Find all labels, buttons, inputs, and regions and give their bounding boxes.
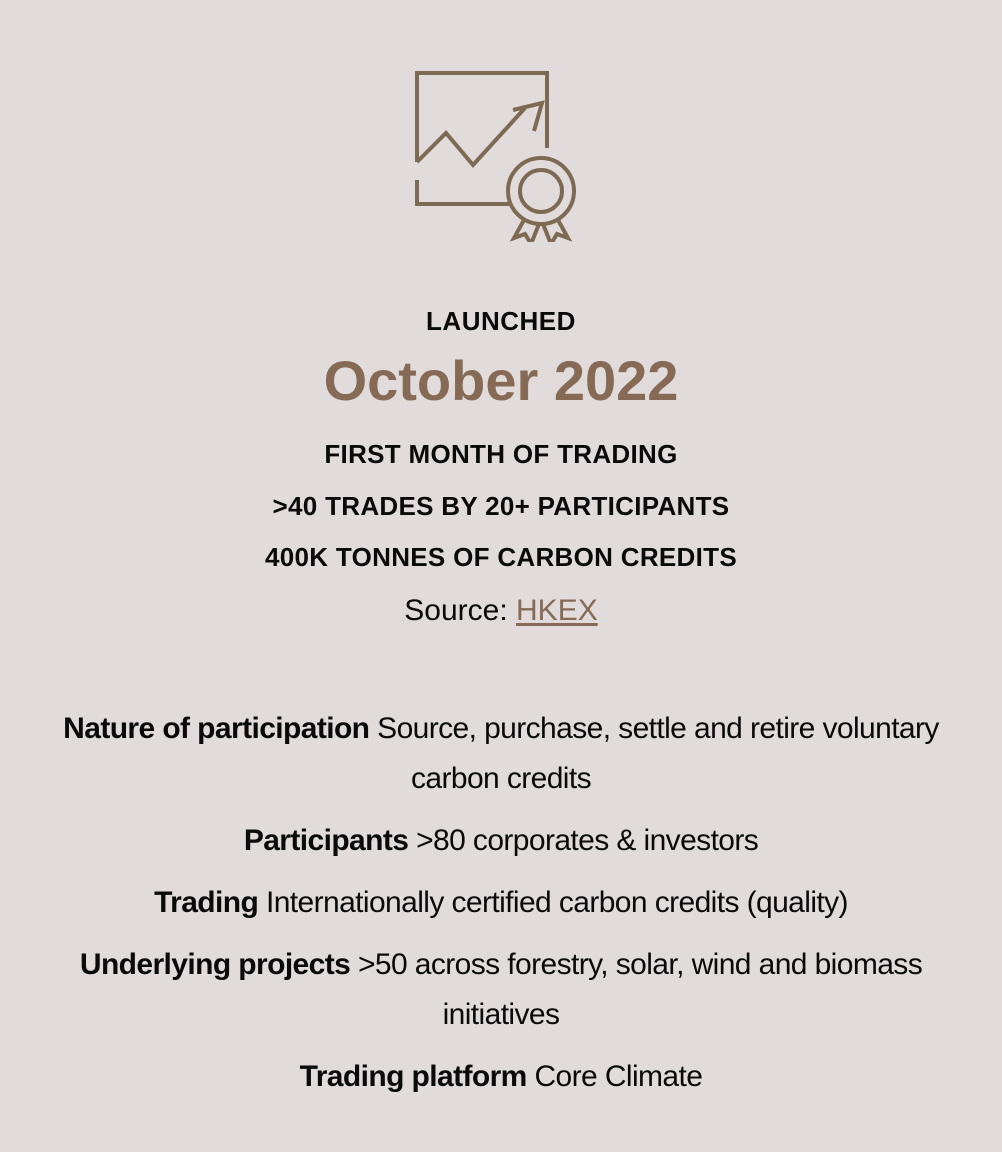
- source-line: [0, 591, 1002, 631]
- stat-first-month: FIRST MONTH OF TRADING: [324, 439, 678, 469]
- launch-date: October 2022: [323, 349, 679, 412]
- detail-value: >80 corporates & investors: [416, 824, 759, 857]
- details-list: [50, 704, 952, 1114]
- launched-label: LAUNCHED: [426, 306, 576, 336]
- detail-value: Source, purchase, settle and retire voluntary carbon credits: [377, 712, 939, 795]
- source-prefix: Source:: [404, 594, 517, 627]
- source-link-hkex[interactable]: HKEX: [516, 594, 598, 627]
- detail-label: Participants: [243, 824, 409, 857]
- detail-value: >50 across forestry, solar, wind and biomass initiatives: [357, 948, 923, 1031]
- detail-nature-of-participation: [50, 704, 952, 804]
- detail-label: Underlying projects: [79, 948, 351, 981]
- detail-trading: [50, 878, 952, 928]
- stat-trades: >40 TRADES BY 20+ PARTICIPANTS: [272, 491, 730, 521]
- chart-certificate-icon: [414, 70, 580, 242]
- detail-label: Trading platform: [299, 1060, 527, 1093]
- detail-value: Internationally certified carbon credits (quality): [265, 886, 848, 919]
- stat-tonnes: 400K TONNES OF CARBON CREDITS: [265, 542, 737, 572]
- detail-trading-platform: [50, 1052, 952, 1102]
- detail-value: Core Climate: [534, 1060, 703, 1093]
- detail-label: Trading: [154, 886, 259, 919]
- detail-label: Nature of participation: [63, 712, 370, 745]
- detail-participants: [50, 816, 952, 866]
- detail-underlying-projects: [50, 940, 952, 1040]
